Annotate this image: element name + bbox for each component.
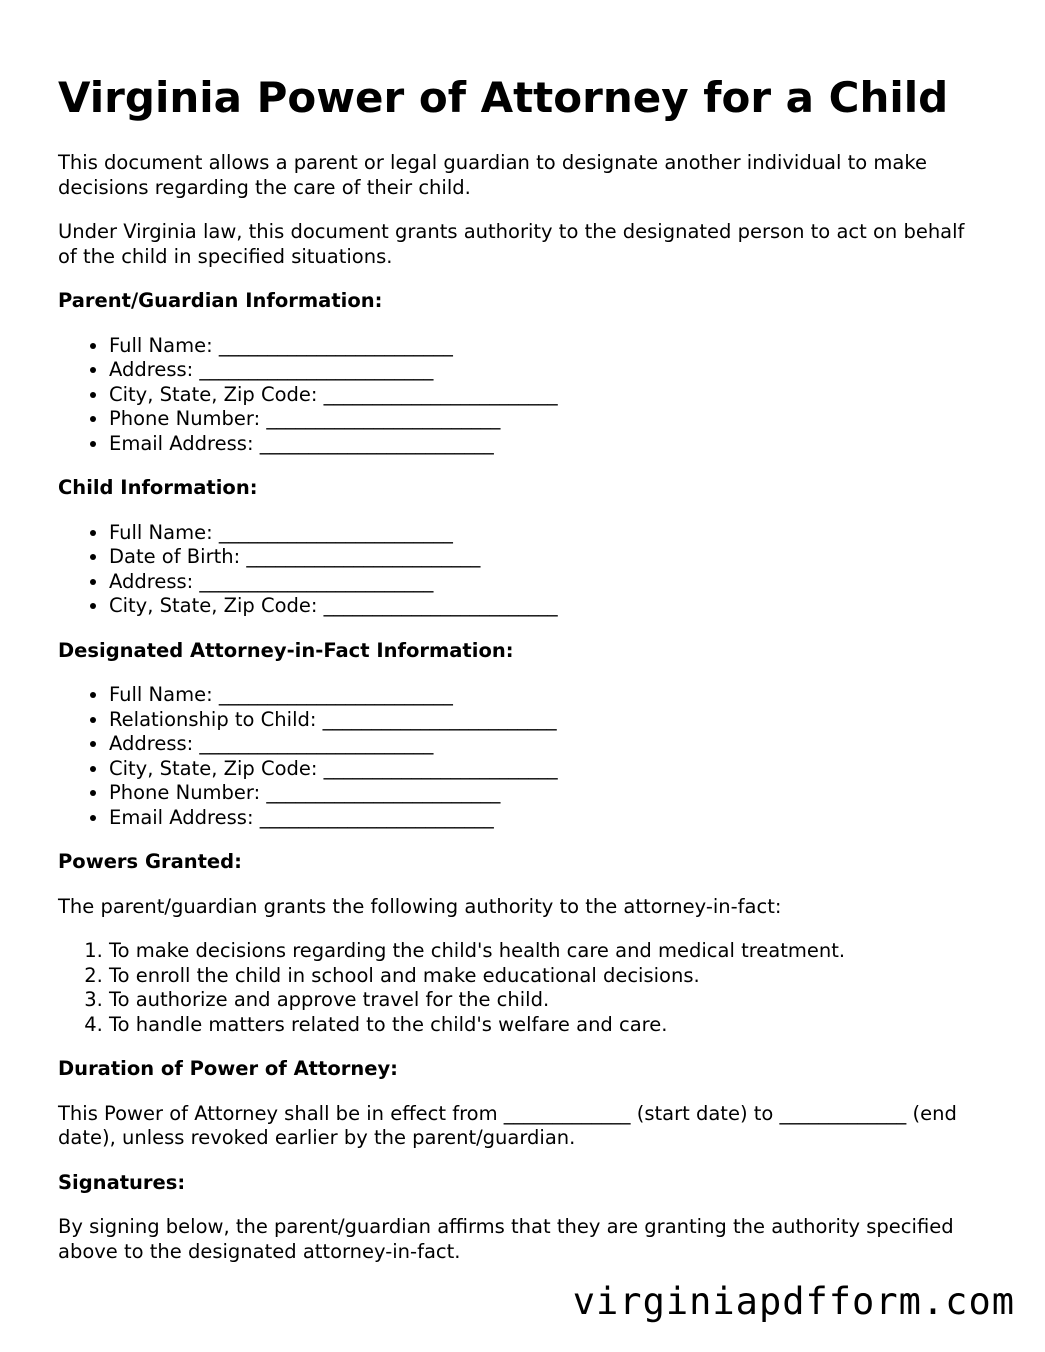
document-title: Virginia Power of Attorney for a Child — [58, 73, 949, 122]
list-item: • Phone Number: ________________________ — [109, 407, 988, 432]
parent-section-heading: Parent/Guardian Information: — [58, 289, 383, 312]
list-item: • Email Address: ________________________ — [109, 806, 988, 831]
powers-intro: The parent/guardian grants the following authority to the attorney-in-fact: — [58, 894, 782, 918]
document-body — [58, 151, 988, 1284]
intro-paragraph: This document allows a parent or legal guardian to designate another individual to make decisions regarding the care of their child. — [58, 151, 927, 199]
list-item: 2. To enroll the child in school and make educational decisions. — [109, 964, 988, 989]
list-item: • Address: ________________________ — [109, 570, 988, 595]
list-item: 1. To make decisions regarding the child's health care and medical treatment. — [109, 939, 988, 964]
child-section-heading: Child Information: — [58, 476, 258, 499]
child-fields-list — [58, 521, 988, 619]
list-item: • Phone Number: ________________________ — [109, 781, 988, 806]
list-item: • City, State, Zip Code: ________________________ — [109, 383, 988, 408]
list-item: • Email Address: ________________________ — [109, 432, 988, 457]
list-item: • Full Name: ________________________ — [109, 521, 988, 546]
list-item: • Date of Birth: ________________________ — [109, 545, 988, 570]
list-item: • Address: ________________________ — [109, 732, 988, 757]
list-item: 3. To authorize and approve travel for the child. — [109, 988, 988, 1013]
attorney-section-heading: Designated Attorney-in-Fact Information: — [58, 638, 514, 662]
list-item: • Relationship to Child: ________________________ — [109, 708, 988, 733]
list-item: 4. To handle matters related to the child's welfare and care. — [109, 1013, 988, 1038]
intro-paragraph: Under Virginia law, this document grants authority to the designated person to act on behalf of the child in specified situations. — [58, 220, 965, 268]
powers-list — [58, 939, 988, 1037]
attorney-fields-list — [58, 683, 988, 830]
list-item: • Address: ________________________ — [109, 358, 988, 383]
list-item: • City, State, Zip Code: ________________________ — [109, 594, 988, 619]
site-watermark: virginiapdfform.com — [572, 1280, 1015, 1323]
duration-section-heading: Duration of Power of Attorney: — [58, 1057, 398, 1080]
parent-fields-list — [58, 334, 988, 457]
powers-section-heading: Powers Granted: — [58, 850, 242, 873]
signatures-section-heading: Signatures: — [58, 1170, 186, 1194]
duration-text: This Power of Attorney shall be in effect from _____________ (start date) to _____________ (end date), unless revoked earlier by the parent/guardian. — [58, 1101, 957, 1149]
signatures-text: By signing below, the parent/guardian affirms that they are granting the authority specified above to the designated attorney-in-fact. — [58, 1215, 954, 1263]
list-item: • Full Name: ________________________ — [109, 334, 988, 359]
list-item: • Full Name: ________________________ — [109, 683, 988, 708]
list-item: • City, State, Zip Code: ________________________ — [109, 757, 988, 782]
